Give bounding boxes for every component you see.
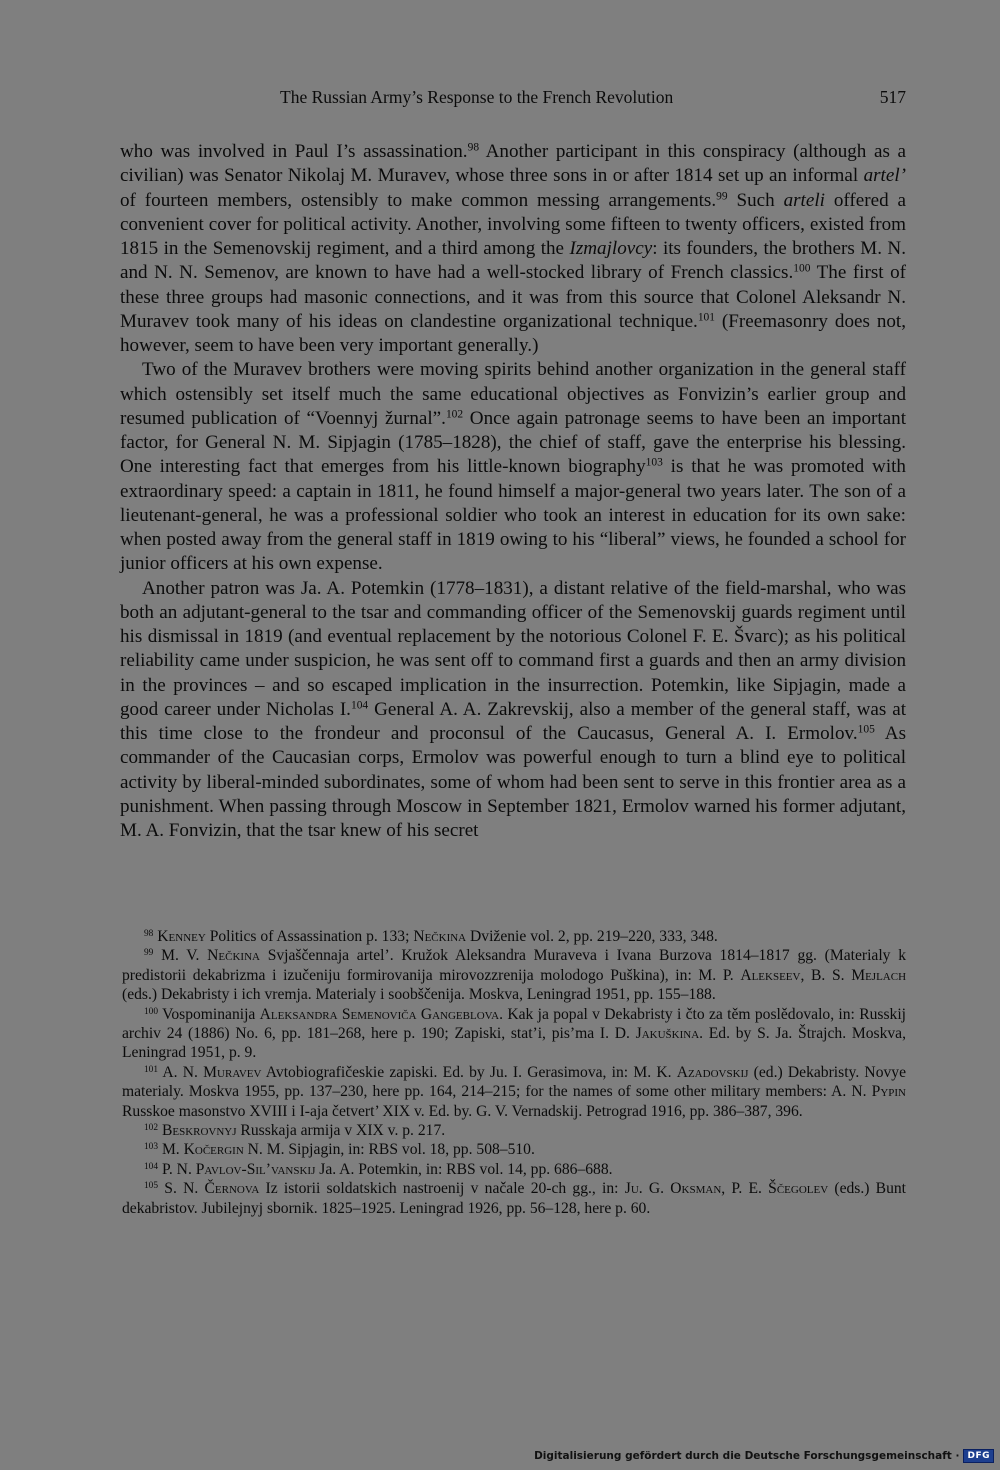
note-text: Svjaščennaja artel’. Kružok Aleksandra Muraveva i Ivana Burzova 1814–1817 gg. (Materialy k predistorii dekabrizma i izučeniju formirovanija mirovozzrenija molodogo Puškina), in: M. P. bbox=[122, 947, 906, 984]
author-name: Kenney bbox=[157, 928, 206, 945]
note-text: (eds.) Bunt dekabristov. Jubilejnyj sbornik. 1825–1925. Leningrad 1926, pp. 56–128, here p. 60. bbox=[122, 1180, 906, 1217]
note-text: , B. S. bbox=[800, 966, 852, 984]
note-text: (eds.) Dekabristy i ich vremja. Materialy i soobščenija. Moskva, Leningrad 1951, pp. 155–188. bbox=[122, 986, 716, 1004]
footnote-98 bbox=[122, 927, 906, 946]
text-run: Two of the Muravev brothers were moving spirits behind another organization in the general staff which ostensibly set itself much the same educational objectives as Fonvizin’s earlier group and resumed publication of “Voennyj žurnal”. bbox=[120, 359, 906, 429]
note-text: M. V. bbox=[153, 947, 208, 965]
funding-note: Digitalisierung gefördert durch die Deutsche Forschungsgemeinschaft · bbox=[534, 1450, 960, 1462]
author-name: Azadovskij bbox=[676, 1063, 749, 1081]
text-run: Another participant in this conspiracy (although as a civilian) was Senator Nikolaj M. Muravev, whose three sons in or after 1814 set up an informal bbox=[120, 141, 907, 187]
note-text: Iz istorii soldatskich nastroenij v načale 20-ch gg., in: bbox=[259, 1180, 625, 1198]
author-name: Pavlov-Sil’vanskij bbox=[195, 1160, 316, 1178]
footnote-ref-105: 105 bbox=[857, 723, 875, 736]
text-run: : its founders, the brothers M. N. and N. N. Semenov, are known to have had a well-stocked library of French classics. bbox=[120, 238, 906, 284]
text-run: offered a convenient cover for political activity. Another, involving some fifteen to twenty officers, existed from 1815 in the Semenovskij regiment, and a third among the bbox=[120, 189, 906, 259]
paragraph-3 bbox=[120, 577, 906, 844]
author-name: Beskrovnyj bbox=[161, 1122, 237, 1140]
author-name: Pypin bbox=[871, 1083, 906, 1101]
footnote-101 bbox=[122, 1063, 906, 1121]
footnote-100 bbox=[122, 1005, 906, 1063]
digitization-footer bbox=[534, 1448, 994, 1464]
footnotes bbox=[122, 927, 906, 1218]
text-run: The first of these three groups had masonic connections, and it was from this source that Colonel Aleksandr N. Muravev took many of his ideas on clandestine organizational technique. bbox=[120, 262, 906, 332]
running-title: The Russian Army’s Response to the French Revolution bbox=[280, 87, 674, 107]
note-text: (ed.) Dekabristy. Novye materialy. Moskva 1955, pp. 137–230, here pp. 164, 214–215; for the names of some other military members: A. N. bbox=[122, 1063, 907, 1101]
author-name: Ju. G. Oksman bbox=[624, 1180, 722, 1198]
author-name: Aleksandra Semenoviča Gangeblova bbox=[259, 1005, 500, 1023]
note-text: P. N. bbox=[158, 1160, 196, 1178]
text-run: (Freemasonry does not, however, seem to have been very important generally.) bbox=[120, 310, 906, 356]
footnote-number: 104 bbox=[144, 1161, 159, 1172]
note-text: Avtobiografičeskie zapiski. Ed. by Ju. I. Gerasimova, in: M. K. bbox=[261, 1063, 677, 1081]
note-text: A. N. bbox=[158, 1063, 204, 1081]
footnote-99 bbox=[122, 946, 906, 1004]
text-run: Once again patronage seems to have been an important factor, for General N. M. Sipjagin (1785–1828), the chief of staff, gave the enterprise his blessing. One interesting fact that emerges from his little-known biography bbox=[120, 407, 907, 478]
footnote-number: 98 bbox=[144, 928, 154, 939]
footnote-number: 100 bbox=[144, 1006, 159, 1017]
note-text: , P. E. bbox=[721, 1180, 769, 1198]
footnote-number: 103 bbox=[144, 1142, 159, 1153]
footnote-102 bbox=[122, 1121, 906, 1140]
footnote-ref-104: 104 bbox=[350, 699, 369, 712]
dfg-logo: DFG bbox=[963, 1449, 994, 1463]
text-run: Such bbox=[727, 189, 784, 211]
author-name: Alekseev bbox=[740, 966, 801, 984]
footnote-ref-103: 103 bbox=[645, 456, 663, 469]
footnote-103 bbox=[122, 1140, 906, 1159]
note-text: Russkaja armija v XIX v. p. 217. bbox=[236, 1122, 446, 1140]
note-text: Politics of Assassination p. 133; bbox=[205, 928, 414, 945]
author-name: Kočergin bbox=[183, 1141, 244, 1159]
text-run: is that he was promoted with extraordinary speed: a captain in 1811, he found himself a major-general two years later. The son of a lieutenant-general, he was a professional soldier who took an interest in education for its own sake: when posted away from the general staff in 1819 owing to his “liberal” views, he founded a school for junior officers at his own expense. bbox=[120, 456, 906, 575]
note-text: Vospominanija bbox=[158, 1005, 260, 1023]
text-run: who was involved in Paul I’s assassination. bbox=[120, 141, 468, 162]
footnote-ref-101: 101 bbox=[697, 311, 716, 324]
footnote-105 bbox=[122, 1179, 906, 1218]
note-text: . Ed. by S. Ja. Štrajch. Moskva, Leningrad 1951, p. 9. bbox=[122, 1025, 906, 1062]
note-text: M. bbox=[158, 1141, 184, 1159]
author-name: Jakuškina bbox=[635, 1025, 700, 1043]
note-text: S. N. bbox=[158, 1180, 205, 1198]
author-name: Nečkina bbox=[207, 947, 260, 965]
footnote-ref-99: 99 bbox=[716, 190, 728, 203]
text-run: Another patron was Ja. A. Potemkin (1778–1831), a distant relative of the field-marshal, who was both an adjutant-general to the tsar and commanding officer of the Semenovskij guards regiment until his dismissal in 1819 (and eventual replacement by the notorious Colonel F. E. Švarc); as his political reliability came under suspicion, he was sent off to command first a guards and then an army division in the provinces – and so escaped implication in the insurrection. Potemkin, like Sipjagin, made a good career under Nicholas I. bbox=[120, 577, 906, 720]
italic-term: Izmajlovcy bbox=[569, 238, 653, 259]
author-name: Ščegolev bbox=[768, 1180, 829, 1198]
author-name: Muravev bbox=[203, 1063, 262, 1081]
text-run: of fourteen members, ostensibly to make common messing arrangements. bbox=[120, 189, 717, 211]
note-text: N. M. Sipjagin, in: RBS vol. 18, pp. 508–510. bbox=[243, 1141, 535, 1159]
author-name: Nečkina bbox=[413, 928, 467, 945]
footnote-number: 99 bbox=[144, 948, 154, 959]
footnote-ref-100: 100 bbox=[793, 262, 811, 275]
page-number: 517 bbox=[879, 87, 906, 107]
italic-term: artel’ bbox=[863, 165, 906, 187]
footnote-ref-98: 98 bbox=[467, 141, 480, 154]
text-run: As commander of the Caucasian corps, Ermolov was powerful enough to turn a blind eye to political activity by liberal-minded subordinates, some of whom had been sent to serve in this frontier area as a punishment. When passing through Moscow in September 1821, Ermolov warned his former adjutant, M. A. Fonvizin, that the tsar knew of his secret bbox=[120, 723, 906, 841]
note-text: Ja. A. Potemkin, in: RBS vol. 14, pp. 686–688. bbox=[315, 1160, 613, 1178]
footnote-ref-102: 102 bbox=[445, 408, 464, 421]
footnote-number: 105 bbox=[144, 1181, 159, 1192]
italic-term: arteli bbox=[783, 189, 825, 211]
main-text bbox=[120, 140, 906, 843]
text-run: General A. A. Zakrevskij, also a member of the general staff, was at this time close to the frondeur and proconsul of the Caucasus, General A. I. Ermolov. bbox=[120, 698, 907, 744]
footnote-number: 102 bbox=[144, 1122, 159, 1133]
author-name: Černova bbox=[204, 1180, 260, 1198]
note-text: . Kak ja popal v Dekabristy i čto za těm poslědovalo, in: Russkij archiv 24 (1886) No. 6, pp. 181–268, here p. 190; Zapiski, stat’i, pis’ma I. D. bbox=[122, 1005, 906, 1043]
footnote-104 bbox=[122, 1160, 906, 1179]
author-name: Mejlach bbox=[851, 966, 907, 984]
footnote-number: 101 bbox=[144, 1064, 159, 1075]
paragraph-2 bbox=[120, 358, 906, 576]
paragraph-1 bbox=[120, 140, 906, 358]
note-text: Russkoe masonstvo XVIII i I-aja četvert’ XIX v. Ed. by. G. V. Vernadskij. Petrograd 1916, pp. 386–387, 396. bbox=[122, 1102, 803, 1120]
note-text: Dviženie vol. 2, pp. 219–220, 333, 348. bbox=[466, 928, 718, 945]
